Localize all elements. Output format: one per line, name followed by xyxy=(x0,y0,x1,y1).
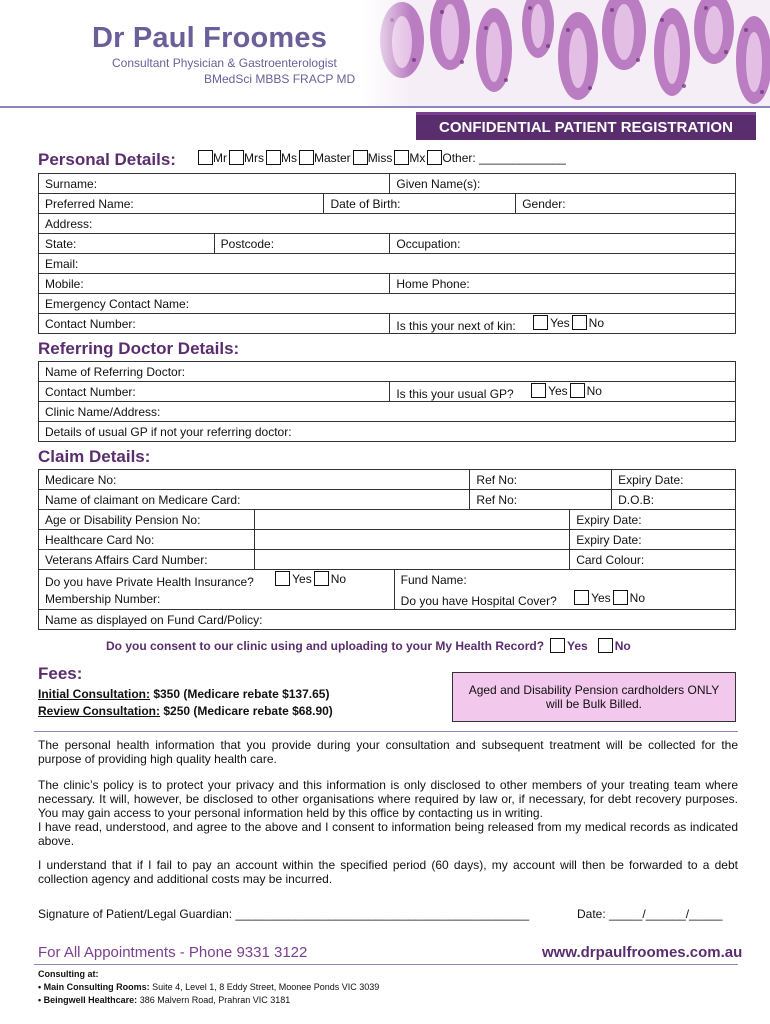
title-ms-checkbox[interactable] xyxy=(266,150,281,165)
next-of-kin-label: Is this your next of kin: xyxy=(396,318,516,333)
private-insurance-no-checkbox[interactable] xyxy=(314,571,329,586)
consent-yes-label: Yes xyxy=(567,639,588,653)
confidential-banner: CONFIDENTIAL PATIENT REGISTRATION xyxy=(416,112,756,140)
consent-no-label: No xyxy=(614,639,631,653)
given-names-field[interactable]: Given Name(s): xyxy=(390,174,736,194)
main-rooms-label: • Main Consulting Rooms: xyxy=(38,982,150,992)
doctor-specialty: Consultant Physician & Gastroenterologist xyxy=(112,56,337,70)
next-of-kin-field xyxy=(390,314,736,334)
initial-consultation-fee xyxy=(38,687,329,701)
hospital-cover-label: Do you have Hospital Cover? xyxy=(400,594,557,609)
signature-line[interactable]: Signature of Patient/Legal Guardian: ____________________________________________ xyxy=(38,907,530,921)
fees-heading: Fees: xyxy=(38,664,83,683)
referring-doctor-heading: Referring Doctor Details: xyxy=(38,339,240,358)
medicare-ref-field[interactable]: Ref No: xyxy=(470,470,612,490)
private-insurance-yes-checkbox[interactable] xyxy=(275,571,290,586)
address-field[interactable]: Address: xyxy=(39,214,736,234)
beingwell-street: 386 Malvern Road, Prahran VIC 3181 xyxy=(137,995,291,1005)
title-mrs-label: Mrs xyxy=(244,151,264,165)
main-rooms-address xyxy=(38,982,379,992)
surname-field[interactable]: Surname: xyxy=(39,174,390,194)
title-mrs-checkbox[interactable] xyxy=(229,150,244,165)
title-master-checkbox[interactable] xyxy=(299,150,314,165)
private-insurance-field xyxy=(39,570,395,590)
hospital-cover-yes-label: Yes xyxy=(591,591,611,606)
usual-gp-details-field[interactable]: Details of usual GP if not your referring doctor: xyxy=(39,422,736,442)
review-consultation-fee xyxy=(38,704,333,718)
pension-number-field: Age or Disability Pension No: xyxy=(39,510,255,530)
home-phone-field[interactable]: Home Phone: xyxy=(390,274,736,294)
title-options xyxy=(198,150,566,165)
signature-date-line[interactable]: Date: _____/______/_____ xyxy=(577,907,723,921)
date-of-birth-field[interactable]: Date of Birth: xyxy=(324,194,516,214)
mobile-field[interactable]: Mobile: xyxy=(39,274,390,294)
usual-gp-no-label: No xyxy=(586,383,602,398)
hospital-cover-field xyxy=(394,590,735,610)
doctor-degrees: BMedSci MBBS FRACP MD xyxy=(204,72,356,86)
review-consultation-value: $250 (Medicare rebate $68.90) xyxy=(160,704,333,718)
veterans-card-field: Veterans Affairs Card Number: xyxy=(39,550,255,570)
title-mr-label: Mr xyxy=(213,151,227,165)
title-miss-label: Miss xyxy=(367,151,393,165)
usual-gp-yes-checkbox[interactable] xyxy=(531,383,546,398)
consent-no-checkbox[interactable] xyxy=(598,638,613,653)
referring-doctor-name-field[interactable]: Name of Referring Doctor: xyxy=(39,362,736,382)
private-insurance-label: Do you have Private Health Insurance? xyxy=(45,574,254,589)
private-insurance-yes-label: Yes xyxy=(292,571,312,586)
fund-name-field[interactable]: Fund Name: xyxy=(394,570,735,590)
privacy-paragraph-1: The personal health information that you provide during your consultation and subsequent treatment will be collected for the purpose of providing high quality health care. xyxy=(38,738,738,766)
hospital-cover-no-checkbox[interactable] xyxy=(613,590,628,605)
histology-banner-image xyxy=(362,0,770,106)
card-colour-field[interactable]: Card Colour: xyxy=(570,550,736,570)
veterans-card-input[interactable] xyxy=(254,550,569,570)
pension-expiry-field[interactable]: Expiry Date: xyxy=(570,510,736,530)
healthcare-expiry-field[interactable]: Expiry Date: xyxy=(570,530,736,550)
emergency-contact-field[interactable]: Emergency Contact Name: xyxy=(39,294,736,314)
consent-yes-checkbox[interactable] xyxy=(550,638,565,653)
claimant-ref-field[interactable]: Ref No: xyxy=(470,490,612,510)
usual-gp-label: Is this your usual GP? xyxy=(396,386,514,401)
consulting-at-label: Consulting at: xyxy=(38,969,99,979)
personal-details-table xyxy=(38,173,736,334)
claimant-name-field[interactable]: Name of claimant on Medicare Card: xyxy=(39,490,470,510)
healthcare-card-input[interactable] xyxy=(254,530,569,550)
claimant-dob-field[interactable]: D.O.B: xyxy=(612,490,736,510)
title-other-checkbox[interactable] xyxy=(427,150,442,165)
doctor-name: Dr Paul Froomes xyxy=(92,22,328,54)
website-link[interactable]: www.drpaulfroomes.com.au xyxy=(542,944,743,961)
beingwell-label: • Beingwell Healthcare: xyxy=(38,995,138,1005)
usual-gp-yes-label: Yes xyxy=(548,383,568,398)
consent-paragraph: I have read, understood, and agree to the above and I consent to information being released from my medical records as indicated above. xyxy=(38,820,738,848)
title-other-label[interactable]: Other: _____________ xyxy=(442,151,566,165)
next-of-kin-no-checkbox[interactable] xyxy=(572,315,587,330)
bulk-billing-notice xyxy=(452,672,736,722)
title-master-label: Master xyxy=(314,151,351,165)
next-of-kin-yes-label: Yes xyxy=(550,315,570,330)
consent-question: Do you consent to our clinic using and uploading to your My Health Record? xyxy=(106,639,545,653)
referring-doctor-table xyxy=(38,361,736,442)
private-insurance-no-label: No xyxy=(330,571,347,586)
title-miss-checkbox[interactable] xyxy=(353,150,368,165)
my-health-record-consent xyxy=(106,638,631,653)
title-ms-label: Ms xyxy=(281,151,297,165)
title-mx-checkbox[interactable] xyxy=(394,150,409,165)
usual-gp-field xyxy=(390,382,736,402)
fees-divider xyxy=(34,731,738,732)
initial-consultation-label: Initial Consultation: xyxy=(38,687,150,701)
healthcare-card-field: Healthcare Card No: xyxy=(39,530,255,550)
medicare-expiry-field[interactable]: Expiry Date: xyxy=(612,470,736,490)
gender-field[interactable]: Gender: xyxy=(516,194,736,214)
header-divider xyxy=(0,106,770,108)
title-mr-checkbox[interactable] xyxy=(198,150,213,165)
beingwell-address xyxy=(38,995,290,1005)
email-field[interactable]: Email: xyxy=(39,254,736,274)
next-of-kin-yes-checkbox[interactable] xyxy=(533,315,548,330)
bulk-billing-text: Aged and Disability Pension cardholders ONLY will be Bulk Billed. xyxy=(468,683,720,711)
personal-details-heading: Personal Details: xyxy=(38,150,176,169)
emergency-number-field[interactable]: Contact Number: xyxy=(39,314,390,334)
occupation-field[interactable]: Occupation: xyxy=(390,234,736,254)
usual-gp-no-checkbox[interactable] xyxy=(570,383,585,398)
claim-details-heading: Claim Details: xyxy=(38,447,151,466)
footer-divider xyxy=(34,964,738,965)
fund-card-name-field[interactable]: Name as displayed on Fund Card/Policy: xyxy=(39,610,736,630)
postcode-field[interactable]: Postcode: xyxy=(214,234,390,254)
privacy-paragraph-2: The clinic’s policy is to protect your privacy and this information is only disclosed to other members of your treating team where necessary. It will, however, be disclosed to other organisations where required by law or, if necessary, for debt recovery purposes. You may gain access to your personal information held by this office by contacting us in writing. xyxy=(38,778,738,820)
initial-consultation-value: $350 (Medicare rebate $137.65) xyxy=(150,687,330,701)
review-consultation-label: Review Consultation: xyxy=(38,704,161,718)
next-of-kin-no-label: No xyxy=(588,315,605,330)
appointments-phone: For All Appointments - Phone 9331 3122 xyxy=(38,944,308,961)
membership-number-field[interactable]: Membership Number: xyxy=(39,590,395,610)
title-mx-label: Mx xyxy=(409,151,426,165)
hospital-cover-yes-checkbox[interactable] xyxy=(574,590,589,605)
payment-terms-paragraph: I understand that if I fail to pay an account within the specified period (60 days), my account will then be forwarded to a debt collection agency and additional costs may be incurred. xyxy=(38,858,738,886)
clinic-address-field[interactable]: Clinic Name/Address: xyxy=(39,402,736,422)
state-field[interactable]: State: xyxy=(39,234,215,254)
preferred-name-field[interactable]: Preferred Name: xyxy=(39,194,324,214)
referring-contact-field[interactable]: Contact Number: xyxy=(39,382,390,402)
claim-details-table xyxy=(38,469,736,630)
pension-number-input[interactable] xyxy=(254,510,569,530)
hospital-cover-no-label: No xyxy=(629,591,646,606)
main-rooms-street: Suite 4, Level 1, 8 Eddy Street, Moonee Ponds VIC 3039 xyxy=(149,982,380,992)
medicare-number-field[interactable]: Medicare No: xyxy=(39,470,470,490)
